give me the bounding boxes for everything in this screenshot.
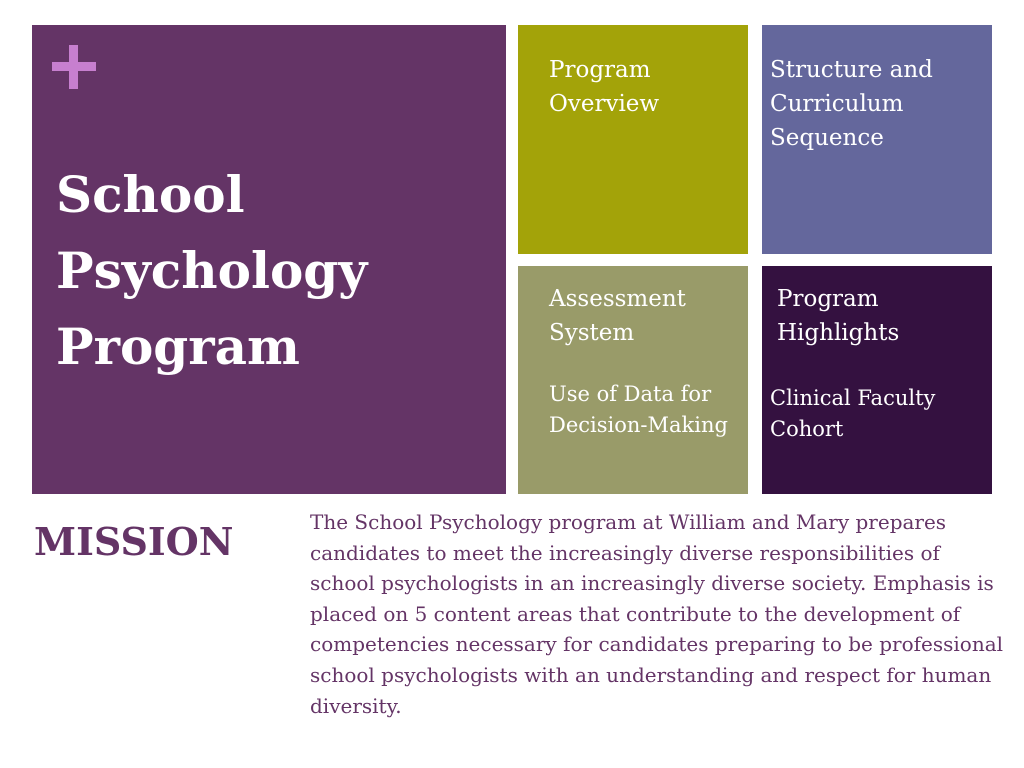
tile-structure-label: Structure and Curriculum Sequence — [770, 57, 933, 151]
tile-program-overview-label: Program Overview — [549, 57, 660, 117]
tile-structure-curriculum[interactable] — [762, 25, 992, 254]
tile-program-highlights[interactable] — [762, 266, 992, 494]
page-title: School Psychology Program — [56, 165, 368, 376]
title-tile — [32, 25, 506, 494]
tile-assessment-sublabel: Use of Data for Decision-Making — [549, 382, 728, 437]
tile-highlights-sublabel: Clinical Faculty Cohort — [770, 386, 936, 441]
plus-icon — [52, 45, 96, 89]
mission-body: The School Psychology program at William and Mary prepares candidates to meet the increasingly diverse responsibilities of school psychologists in an increasingly diverse society. Emphasis is placed on 5 content areas that contribute to the development of competencies necessary for candidates preparing to be professional school psychologists with an understanding and respect for human diversity. — [310, 510, 1004, 718]
tile-highlights-label: Program Highlights — [777, 286, 900, 346]
mission-heading: MISSION — [34, 519, 234, 564]
tile-assessment-system[interactable] — [518, 266, 748, 494]
tile-assessment-label: Assessment System — [549, 286, 686, 346]
tile-program-overview[interactable] — [518, 25, 748, 254]
